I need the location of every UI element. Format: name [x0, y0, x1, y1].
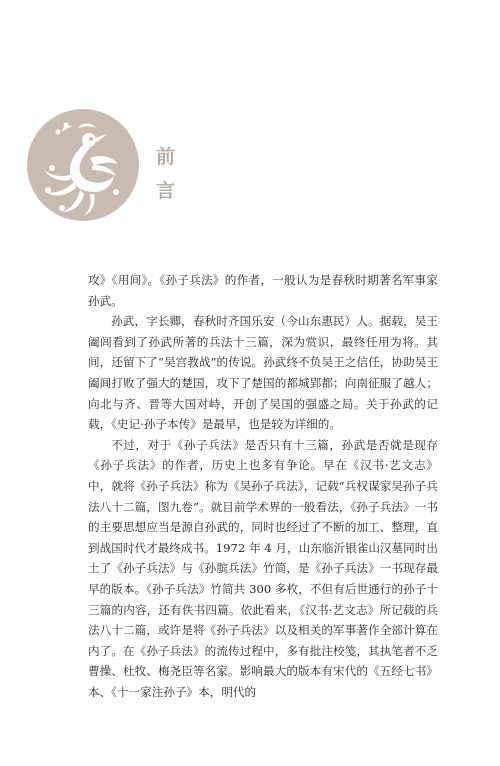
phoenix-bird-roundel-icon — [26, 108, 140, 222]
preface-heading — [156, 140, 175, 208]
paragraph-3: 不过，对于《孙子兵法》是否只有十三篇，孙武是否就是现存《孙子兵法》的作者，历史上也多有争论。早在《汉书·艺文志》中，就将《孙子兵法》称为《吴孙子兵法》，记载“兵权谋家吴孙子兵法八十二篇，图九卷”。就目前学术界的一般看法，《孙子兵法》一书的主要思想应当是源自孙武的，同时也经过了不断的加工、整理，直到战国时代才最终成书。1972 年 4 月，山东临沂银雀山汉墓同时出土了《孙子兵法》与《孙膑兵法》竹简，是《孙子兵法》一书现存最早的版本。《孙子兵法》竹简共 300 多枚，不但有后世通行的孙子十三篇的内容，还有佚书四篇。依此看来，《汉书·艺文志》所记载的兵法八十二篇，或许是将《孙子兵法》以及相关的军事著作全部计算在内了。在《孙子兵法》的流传过程中，多有批注校笺，其执笔者不乏曹操、杜牧、梅尧臣等名家。影响最大的版本有宋代的《五经七书》本、《十一家注孙子》本，明代的 — [88, 437, 438, 699]
paragraph-1: 攻》《用间》。《孙子兵法》的作者，一般认为是春秋时期著名军事家孙武。 — [88, 273, 438, 308]
heading-char-2: 言 — [156, 180, 176, 202]
heading-char-1: 前 — [156, 146, 176, 168]
body-text — [88, 270, 438, 702]
paragraph-2: 孙武，字长卿，春秋时齐国乐安（今山东惠民）人。据载，吴王阖闾看到了孙武所著的兵法十三篇，深为赏识，最终任用为将。其间，还留下了“吴宫教战”的传说。孙武终不负吴王之信任，协助吴王阖闾打败了强大的楚国，攻下了楚国的都城郢都；向南征服了越人；向北与齐、晋等大国对峙，开创了吴国的强盛之局。关于孙武的记载，《史记·孙子本传》是最早，也是较为详细的。 — [88, 314, 438, 432]
